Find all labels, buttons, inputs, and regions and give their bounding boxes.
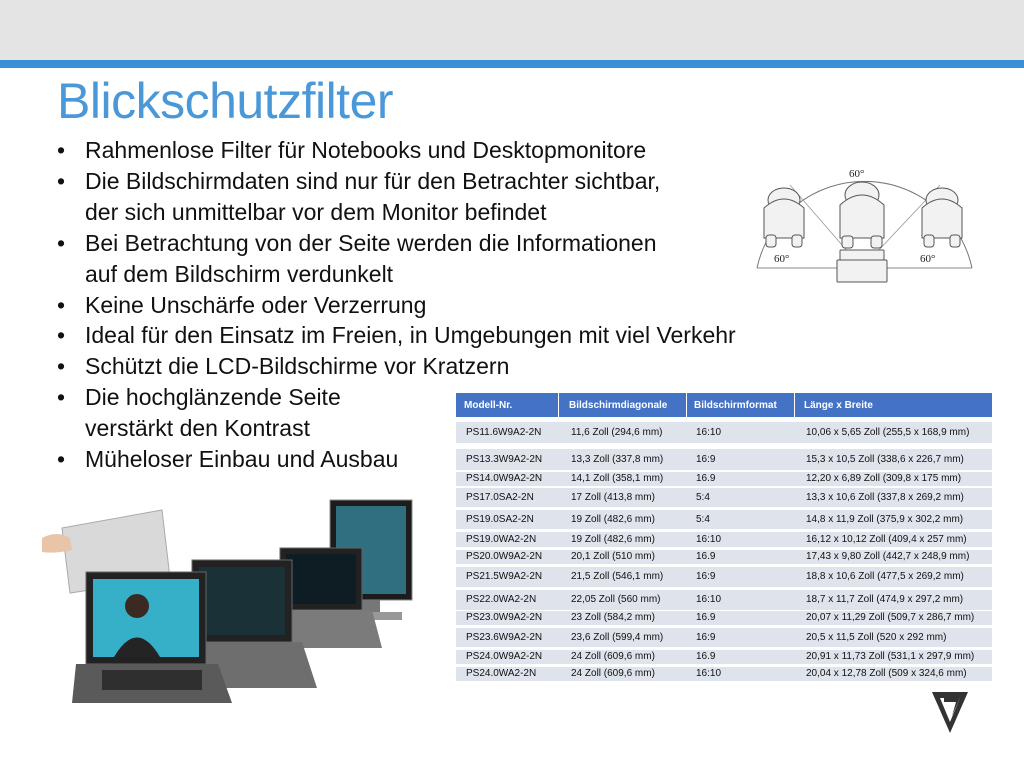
cell-diagonal: 17 Zoll (413,8 mm) [571, 492, 655, 503]
cell-format: 16:10 [696, 427, 722, 438]
bullet-item [57, 446, 398, 472]
cell-format: 16:9 [696, 571, 716, 582]
cell-diagonal: 23,6 Zoll (599,4 mm) [571, 632, 664, 643]
angle-label-left: 60° [774, 253, 790, 265]
table-row [456, 472, 992, 486]
cell-dimensions: 20,5 x 11,5 Zoll (520 x 292 mm) [806, 632, 947, 643]
bullet-marker: • [57, 384, 66, 410]
bullet-continuation: verstärkt den Kontrast [85, 415, 310, 441]
cell-model: PS19.0WA2-2N [466, 534, 537, 545]
cell-format: 16.9 [696, 651, 716, 662]
cell-model: PS21.5W9A2-2N [466, 571, 543, 582]
bullet-marker: • [57, 168, 66, 194]
cell-diagonal: 20,1 Zoll (510 mm) [571, 551, 655, 562]
cell-diagonal: 19 Zoll (482,6 mm) [571, 514, 655, 525]
cell-format: 16.9 [696, 551, 716, 562]
cell-diagonal: 21,5 Zoll (546,1 mm) [571, 571, 664, 582]
table-row [456, 550, 992, 564]
cell-dimensions: 15,3 x 10,5 Zoll (338,6 x 226,7 mm) [806, 454, 964, 465]
v7-logo [930, 690, 970, 735]
bullet-item [57, 168, 660, 194]
cell-dimensions: 13,3 x 10,6 Zoll (337,8 x 269,2 mm) [806, 492, 964, 503]
bullet-text: Die Bildschirmdaten sind nur für den Betrachter sichtbar, [85, 168, 661, 194]
table-row [456, 488, 992, 507]
cell-diagonal: 14,1 Zoll (358,1 mm) [571, 473, 664, 484]
cell-model: PS17.0SA2-2N [466, 492, 534, 503]
bullet-item [57, 384, 341, 410]
table-row [456, 532, 992, 547]
header-divider [794, 393, 795, 417]
cell-diagonal: 22,05 Zoll (560 mm) [571, 594, 661, 605]
cell-dimensions: 14,8 x 11,9 Zoll (375,9 x 302,2 mm) [806, 514, 964, 525]
bullet-marker: • [57, 353, 66, 379]
cell-diagonal: 23 Zoll (584,2 mm) [571, 612, 655, 623]
viewing-angle-diagram [752, 160, 977, 290]
table-row [456, 590, 992, 610]
angle-label-top: 60° [849, 168, 865, 180]
cell-diagonal: 11,6 Zoll (294,6 mm) [571, 427, 663, 438]
cell-model: PS11.6W9A2-2N [466, 427, 542, 438]
header-dimensions: Länge x Breite [804, 400, 873, 411]
cell-dimensions: 10,06 x 5,65 Zoll (255,5 x 168,9 mm) [806, 427, 970, 438]
cell-format: 16:10 [696, 594, 722, 605]
cell-format: 16:9 [696, 632, 716, 643]
cell-format: 5:4 [696, 492, 710, 503]
header-divider [558, 393, 559, 417]
cell-model: PS24.0WA2-2N [466, 668, 537, 679]
cell-dimensions: 12,20 x 6,89 Zoll (309,8 x 175 mm) [806, 473, 962, 484]
cell-diagonal: 19 Zoll (482,6 mm) [571, 534, 655, 545]
cell-dimensions: 18,7 x 11,7 Zoll (474,9 x 297,2 mm) [806, 594, 964, 605]
cell-model: PS22.0WA2-2N [466, 594, 537, 605]
cell-model: PS20.0W9A2-2N [466, 551, 543, 562]
top-band [0, 0, 1024, 60]
cell-dimensions: 17,43 x 9,80 Zoll (442,7 x 248,9 mm) [806, 551, 970, 562]
header-diagonal: Bildschirmdiagonale [569, 400, 668, 411]
bullet-marker: • [57, 446, 66, 472]
cell-model: PS24.0W9A2-2N [466, 651, 543, 662]
cell-format: 16:9 [696, 454, 716, 465]
cell-format: 16:10 [696, 534, 722, 545]
header-format: Bildschirmformat [694, 400, 777, 411]
table-row [456, 510, 992, 529]
angle-label-right: 60° [920, 253, 936, 265]
bullet-text: Schützt die LCD-Bildschirme vor Kratzern [85, 353, 510, 379]
bullet-text: Ideal für den Einsatz im Freien, in Umgebungen mit viel Verkehr [85, 322, 736, 348]
table-row [456, 567, 992, 587]
cell-dimensions: 20,04 x 12,78 Zoll (509 x 324,6 mm) [806, 668, 967, 679]
bullet-text: Die hochglänzende Seite [85, 384, 341, 410]
cell-model: PS19.0SA2-2N [466, 514, 534, 525]
cell-model: PS23.6W9A2-2N [466, 632, 543, 643]
page-title: Blickschutzfilter [57, 73, 394, 129]
table-row [456, 449, 992, 470]
cell-model: PS13.3W9A2-2N [466, 454, 543, 465]
cell-dimensions: 16,12 x 10,12 Zoll (409,4 x 257 mm) [806, 534, 967, 545]
cell-format: 16.9 [696, 612, 716, 623]
laptops-photo [42, 498, 422, 708]
cell-model: PS14.0W9A2-2N [466, 473, 543, 484]
bullet-continuation: auf dem Bildschirm verdunkelt [85, 261, 394, 287]
bullet-item [57, 230, 657, 256]
bullet-item [57, 292, 426, 318]
cell-format: 16:10 [696, 668, 722, 679]
bullet-marker: • [57, 322, 66, 348]
cell-dimensions: 20,91 x 11,73 Zoll (531,1 x 297,9 mm) [806, 651, 975, 662]
bullet-item [57, 353, 509, 379]
bullet-text: Rahmenlose Filter für Notebooks und Desktopmonitore [85, 137, 647, 163]
table-row [456, 667, 992, 681]
cell-dimensions: 20,07 x 11,29 Zoll (509,7 x 286,7 mm) [806, 612, 975, 623]
cell-diagonal: 24 Zoll (609,6 mm) [571, 651, 655, 662]
bullet-item [57, 322, 736, 348]
header-model: Modell-Nr. [464, 400, 513, 411]
bullet-text: Müheloser Einbau und Ausbau [85, 446, 399, 472]
cell-diagonal: 24 Zoll (609,6 mm) [571, 668, 655, 679]
bullet-item [57, 137, 646, 163]
accent-line [0, 60, 1024, 68]
cell-format: 16.9 [696, 473, 716, 484]
cell-diagonal: 13,3 Zoll (337,8 mm) [571, 454, 664, 465]
table-row [456, 628, 992, 647]
bullet-continuation: der sich unmittelbar vor dem Monitor befindet [85, 199, 547, 225]
bullet-marker: • [57, 292, 66, 318]
bullet-marker: • [57, 230, 66, 256]
table-row [456, 650, 992, 664]
table-row [456, 611, 992, 625]
bullet-text: Keine Unschärfe oder Verzerrung [85, 292, 427, 318]
bullet-text: Bei Betrachtung von der Seite werden die Informationen [85, 230, 657, 256]
table-row [456, 422, 992, 443]
cell-model: PS23.0W9A2-2N [466, 612, 543, 623]
table-header [456, 393, 992, 417]
bullet-marker: • [57, 137, 66, 163]
header-divider [686, 393, 687, 417]
cell-format: 5:4 [696, 514, 710, 525]
cell-dimensions: 18,8 x 10,6 Zoll (477,5 x 269,2 mm) [806, 571, 964, 582]
